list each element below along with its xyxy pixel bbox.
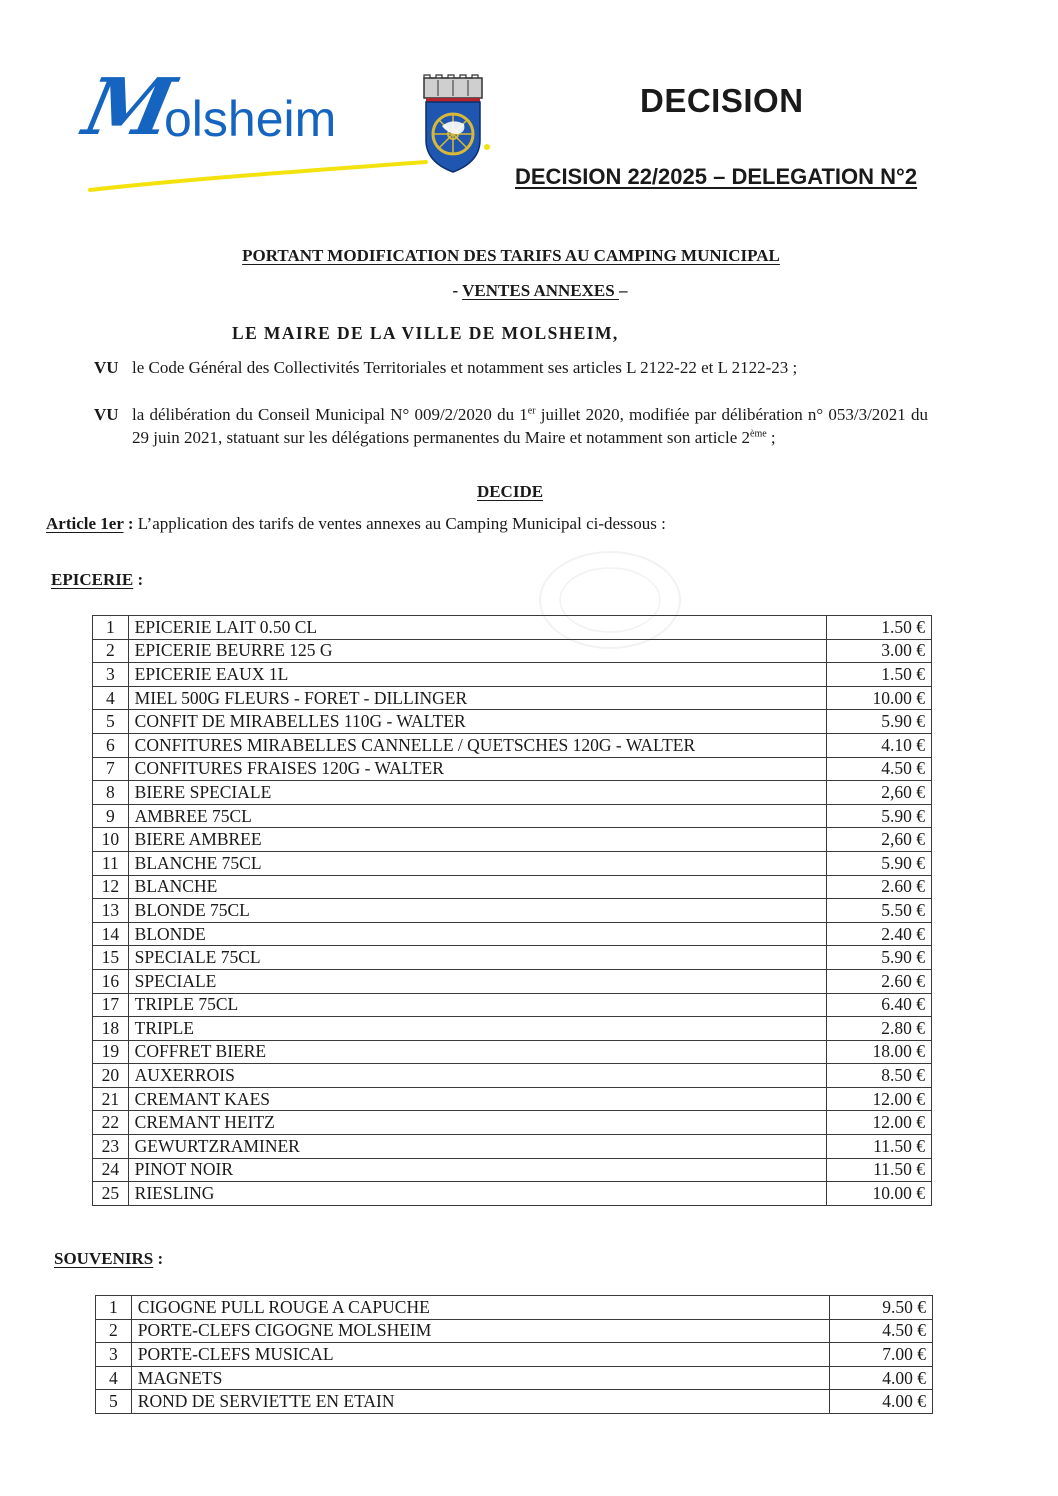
row-number: 10	[93, 828, 129, 852]
consideration-label: VU	[94, 405, 119, 424]
row-number: 6	[93, 733, 129, 757]
item-name: COFFRET BIERE	[128, 1040, 826, 1064]
item-name: CREMANT HEITZ	[128, 1111, 826, 1135]
row-number: 20	[93, 1064, 129, 1088]
item-price: 4.50 €	[829, 1319, 932, 1343]
item-name: PORTE-CLEFS CIGOGNE MOLSHEIM	[131, 1319, 829, 1343]
logo-wordmark: olsheim	[164, 91, 337, 147]
item-name: PORTE-CLEFS MUSICAL	[131, 1343, 829, 1367]
item-name: SPECIALE 75CL	[128, 946, 826, 970]
table-row	[93, 733, 932, 757]
table-row	[93, 828, 932, 852]
table-row	[93, 851, 932, 875]
table-row	[93, 993, 932, 1017]
consideration-label: VU	[94, 358, 119, 377]
table-row	[93, 899, 932, 923]
item-name: CREMANT KAES	[128, 1087, 826, 1111]
row-number: 24	[93, 1158, 129, 1182]
item-price: 5.90 €	[826, 851, 931, 875]
decision-number: DECISION 22/2025 – DELEGATION N°2	[515, 164, 918, 189]
row-number: 23	[93, 1135, 129, 1159]
subobject-text: VENTES ANNEXES	[462, 281, 619, 300]
table-row	[93, 1135, 932, 1159]
logo-dot	[484, 144, 490, 150]
row-number: 5	[96, 1390, 132, 1414]
item-name: EPICERIE BEURRE 125 G	[128, 639, 826, 663]
item-price: 11.50 €	[826, 1135, 931, 1159]
row-number: 13	[93, 899, 129, 923]
row-number: 4	[96, 1366, 132, 1390]
section-suffix: :	[153, 1249, 164, 1268]
superscript: er	[527, 405, 536, 417]
item-name: EPICERIE EAUX 1L	[128, 663, 826, 687]
item-name: BLANCHE	[128, 875, 826, 899]
table-row	[93, 946, 932, 970]
item-price: 18.00 €	[826, 1040, 931, 1064]
item-price: 5.90 €	[826, 710, 931, 734]
item-price: 2,60 €	[826, 781, 931, 805]
row-number: 3	[93, 663, 129, 687]
consideration-text-part: juillet 2020, modifiée par délibération n° 053/3/2021 du 29 juin 2021, statuant sur les délégations permanentes du Maire et notamment son article 2	[132, 405, 928, 447]
section-title: EPICERIE	[51, 570, 134, 589]
table-row	[96, 1343, 933, 1367]
table-row	[93, 686, 932, 710]
consideration-text-part: ;	[766, 428, 776, 447]
table-row	[93, 1087, 932, 1111]
item-price: 12.00 €	[826, 1111, 931, 1135]
item-price: 6.40 €	[826, 993, 931, 1017]
table-row	[93, 875, 932, 899]
row-number: 11	[93, 851, 129, 875]
row-number: 15	[93, 946, 129, 970]
item-price: 4.00 €	[829, 1390, 932, 1414]
subobject-heading	[0, 281, 1058, 301]
item-price: 12.00 €	[826, 1087, 931, 1111]
item-name: CONFITURES FRAISES 120G - WALTER	[128, 757, 826, 781]
item-price: 9.50 €	[829, 1296, 932, 1320]
section-label-epicerie	[51, 570, 143, 590]
article-label: Article 1er	[46, 514, 124, 533]
consideration-1	[94, 356, 797, 379]
item-name: GEWURTZRAMINER	[128, 1135, 826, 1159]
row-number: 3	[96, 1343, 132, 1367]
item-name: BIERE AMBREE	[128, 828, 826, 852]
item-price: 10.00 €	[826, 686, 931, 710]
molsheim-logo	[76, 62, 500, 197]
row-number: 8	[93, 781, 129, 805]
item-price: 5.90 €	[826, 946, 931, 970]
section-title: SOUVENIRS	[54, 1249, 154, 1268]
item-name: BIERE SPECIALE	[128, 781, 826, 805]
item-price: 1.50 €	[826, 663, 931, 687]
section-label-souvenirs	[54, 1249, 163, 1269]
item-name: MAGNETS	[131, 1366, 829, 1390]
item-price: 1.50 €	[826, 616, 931, 640]
item-price: 3.00 €	[826, 639, 931, 663]
logo-swoosh-icon	[88, 158, 428, 198]
epicerie-price-table	[92, 615, 932, 1206]
subobject-prefix: -	[452, 281, 463, 300]
consideration-text: le Code Général des Collectivités Territoriales et notamment ses articles L 2122-22 et L 2122-23 ;	[132, 358, 798, 377]
table-row	[93, 639, 932, 663]
coat-of-arms-icon	[418, 74, 488, 174]
item-name: TRIPLE 75CL	[128, 993, 826, 1017]
consideration-text-part: la délibération du Conseil Municipal N° 009/2/2020 du 1	[132, 405, 528, 424]
item-name: CONFIT DE MIRABELLES 110G - WALTER	[128, 710, 826, 734]
row-number: 19	[93, 1040, 129, 1064]
table-row	[93, 1182, 932, 1206]
item-price: 4.50 €	[826, 757, 931, 781]
table-row	[93, 710, 932, 734]
table-row	[93, 757, 932, 781]
row-number: 14	[93, 922, 129, 946]
row-number: 17	[93, 993, 129, 1017]
article-separator: :	[123, 514, 138, 533]
row-number: 1	[96, 1296, 132, 1320]
item-price: 2.60 €	[826, 969, 931, 993]
item-price: 10.00 €	[826, 1182, 931, 1206]
item-name: AMBREE 75CL	[128, 804, 826, 828]
consideration-text	[132, 403, 928, 449]
table-row	[93, 663, 932, 687]
item-name: BLONDE	[128, 922, 826, 946]
item-price: 2.40 €	[826, 922, 931, 946]
item-price: 2.60 €	[826, 875, 931, 899]
item-price: 5.90 €	[826, 804, 931, 828]
decide-heading: DECIDE	[476, 482, 544, 501]
item-price: 2.80 €	[826, 1017, 931, 1041]
item-name: CONFITURES MIRABELLES CANNELLE / QUETSCHES 120G - WALTER	[128, 733, 826, 757]
item-name: AUXERROIS	[128, 1064, 826, 1088]
table-row	[96, 1296, 933, 1320]
item-name: TRIPLE	[128, 1017, 826, 1041]
row-number: 9	[93, 804, 129, 828]
table-row	[93, 616, 932, 640]
subobject-suffix: –	[618, 281, 628, 300]
item-name: BLONDE 75CL	[128, 899, 826, 923]
row-number: 22	[93, 1111, 129, 1135]
row-number: 2	[93, 639, 129, 663]
item-price: 8.50 €	[826, 1064, 931, 1088]
table-row	[93, 1158, 932, 1182]
item-name: BLANCHE 75CL	[128, 851, 826, 875]
row-number: 5	[93, 710, 129, 734]
souvenirs-price-table	[95, 1295, 933, 1414]
item-price: 4.10 €	[826, 733, 931, 757]
row-number: 7	[93, 757, 129, 781]
table-row	[93, 1111, 932, 1135]
item-name: CIGOGNE PULL ROUGE A CAPUCHE	[131, 1296, 829, 1320]
item-price: 4.00 €	[829, 1366, 932, 1390]
row-number: 21	[93, 1087, 129, 1111]
table-row	[96, 1390, 933, 1414]
row-number: 16	[93, 969, 129, 993]
table-row	[93, 1040, 932, 1064]
item-name: RIESLING	[128, 1182, 826, 1206]
item-name: ROND DE SERVIETTE EN ETAIN	[131, 1390, 829, 1414]
item-name: PINOT NOIR	[128, 1158, 826, 1182]
item-name: SPECIALE	[128, 969, 826, 993]
object-heading: PORTANT MODIFICATION DES TARIFS AU CAMPING MUNICIPAL	[242, 246, 780, 265]
row-number: 1	[93, 616, 129, 640]
article-1	[46, 514, 666, 534]
superscript: ème	[750, 428, 767, 440]
item-price: 5.50 €	[826, 899, 931, 923]
table-row	[96, 1366, 933, 1390]
row-number: 12	[93, 875, 129, 899]
table-row	[93, 922, 932, 946]
table-row	[96, 1319, 933, 1343]
table-row	[93, 969, 932, 993]
table-row	[93, 1064, 932, 1088]
item-name: MIEL 500G FLEURS - FORET - DILLINGER	[128, 686, 826, 710]
section-suffix: :	[133, 570, 144, 589]
row-number: 18	[93, 1017, 129, 1041]
row-number: 4	[93, 686, 129, 710]
item-price: 2,60 €	[826, 828, 931, 852]
document-title: DECISION	[640, 82, 804, 119]
article-text: L’application des tarifs de ventes annexes au Camping Municipal ci-dessous :	[137, 514, 666, 533]
table-row	[93, 1017, 932, 1041]
table-row	[93, 804, 932, 828]
logo-initial: M	[76, 62, 179, 153]
authority-heading: LE MAIRE DE LA VILLE DE MOLSHEIM,	[232, 323, 619, 343]
item-name: EPICERIE LAIT 0.50 CL	[128, 616, 826, 640]
item-price: 11.50 €	[826, 1158, 931, 1182]
row-number: 2	[96, 1319, 132, 1343]
table-row	[93, 781, 932, 805]
row-number: 25	[93, 1182, 129, 1206]
item-price: 7.00 €	[829, 1343, 932, 1367]
